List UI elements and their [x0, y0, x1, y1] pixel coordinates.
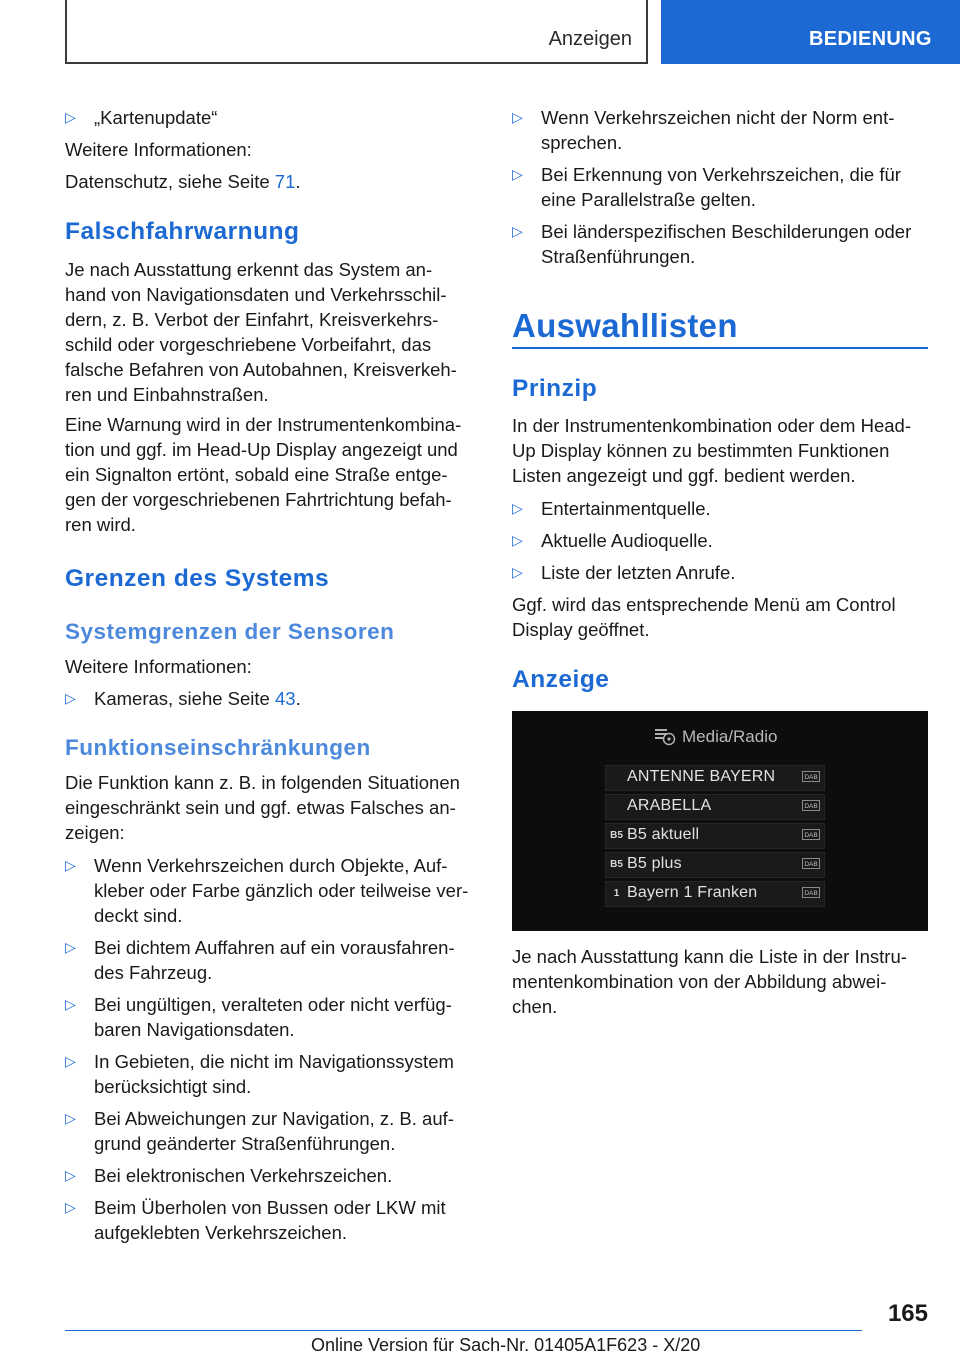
- para-falsch-1: Je nach Ausstattung erkennt das System an- hand von Navigationsdaten und Verkehrsschil- dern, z. B. Verbot der Einfahrt, Kreisverkehrs- schild oder vorgeschriebene Vorbeifahrt, das falsche Befahren von Autobahnen, Kreisverkeh- ren und Einbahnstraßen.: [65, 259, 457, 405]
- para-falsch-2: Eine Warnung wird in der Instrumentenkombina- tion und ggf. im Head-Up Display angezeigt und ein Signalton ertönt, sobald eine Straße entge- gen der vorgeschriebenen Fahrtrichtung befah- ren wird.: [65, 414, 462, 535]
- instrument-cluster-screenshot: [512, 711, 928, 931]
- station-row[interactable]: [605, 765, 825, 791]
- bullet-triangle-icon: ▷: [65, 1053, 76, 1069]
- footer-rule: [65, 1330, 862, 1331]
- bullet-laender: ▷ Bei länderspezifischen Beschilderungen oder Straßenführungen.: [512, 221, 912, 267]
- station-row[interactable]: [605, 794, 825, 820]
- station-logo: [608, 770, 625, 786]
- heading-prinzip: Prinzip: [512, 375, 598, 402]
- bullet-norm: ▷ Wenn Verkehrszeichen nicht der Norm ent- sprechen.: [512, 107, 895, 153]
- bullet-triangle-icon: ▷: [65, 109, 76, 125]
- dab-badge: DAB: [802, 829, 820, 840]
- datenschutz-ref: Datenschutz, siehe Seite 71.: [65, 171, 301, 192]
- bullet-situation-6: ▷ Bei elektronischen Verkehrszeichen.: [65, 1165, 393, 1186]
- heading-grenzen: Grenzen des Systems: [65, 565, 330, 592]
- heading-systemgrenzen: Systemgrenzen der Sensoren: [65, 619, 395, 644]
- bullet-situation-2: ▷ Bei dichtem Auffahren auf ein vorausfahren- des Fahrzeug.: [65, 937, 455, 983]
- bullet-triangle-icon: ▷: [65, 1199, 76, 1215]
- station-name: Bayern 1 Franken: [627, 884, 758, 901]
- header-chapter-tab: [661, 0, 960, 64]
- heading-auswahllisten: Auswahllisten: [512, 307, 738, 344]
- header-section-box: [65, 0, 648, 64]
- station-name: ARABELLA: [627, 797, 712, 814]
- bullet-triangle-icon: ▷: [512, 223, 523, 239]
- header-section-title: Anzeigen: [548, 28, 632, 50]
- header-chapter-title: BEDIENUNG: [809, 28, 932, 50]
- bullet-triangle-icon: ▷: [65, 996, 76, 1012]
- screen-title: Media/Radio: [682, 727, 778, 746]
- dab-badge: DAB: [802, 887, 820, 898]
- heading-rule: [512, 347, 928, 349]
- bullet-situation-3: ▷ Bei ungültigen, veralteten oder nicht verfüg- baren Navigationsdaten.: [65, 994, 452, 1040]
- bullet-triangle-icon: ▷: [512, 109, 523, 125]
- heading-falschfahrwarnung: Falschfahrwarnung: [65, 218, 300, 245]
- heading-funktionseinschraenkungen: Funktionseinschränkungen: [65, 735, 371, 760]
- bullet-situation-7: ▷ Beim Überholen von Bussen oder LKW mit aufgeklebten Verkehrszeichen.: [65, 1197, 446, 1243]
- station-row[interactable]: [605, 881, 825, 907]
- bullet-kartenupdate: ▷ „Kartenupdate“: [65, 107, 218, 128]
- heading-anzeige: Anzeige: [512, 666, 610, 693]
- para-prinzip: In der Instrumentenkombination oder dem Head- Up Display können zu bestimmten Funktionen Listen angezeigt und ggf. bedient werden.: [512, 415, 911, 486]
- datenschutz-page-link[interactable]: 71: [274, 171, 296, 192]
- list-item-anrufe: ▷ Liste der letzten Anrufe.: [512, 562, 736, 583]
- station-row[interactable]: [605, 852, 825, 878]
- bullet-triangle-icon: ▷: [65, 939, 76, 955]
- list-item-audio: ▷ Aktuelle Audioquelle.: [512, 530, 713, 551]
- station-name: B5 plus: [627, 855, 682, 872]
- bullet-kameras: ▷ Kameras, siehe Seite 43.: [65, 688, 301, 709]
- dab-badge: DAB: [802, 858, 820, 869]
- kameras-page-link[interactable]: 43: [274, 688, 296, 709]
- station-name: ANTENNE BAYERN: [627, 768, 776, 785]
- station-logo: B5: [610, 830, 623, 841]
- page-number: 165: [887, 1300, 928, 1327]
- bullet-triangle-icon: ▷: [512, 500, 523, 516]
- dab-badge: DAB: [802, 800, 820, 811]
- weitere-info-1: Weitere Informationen:: [65, 139, 252, 160]
- list-item-entertainment: ▷ Entertainmentquelle.: [512, 498, 711, 519]
- station-name: B5 aktuell: [627, 826, 700, 843]
- station-logo: [608, 799, 625, 815]
- bullet-situation-1: ▷ Wenn Verkehrszeichen durch Objekte, Auf- kleber oder Farbe gänzlich oder teilweise ver- deckt sind.: [65, 855, 469, 926]
- bullet-situation-4: ▷ In Gebieten, die nicht im Navigationssystem berücksichtigt sind.: [65, 1051, 454, 1097]
- bullet-triangle-icon: ▷: [65, 1110, 76, 1126]
- station-logo: B5: [610, 859, 623, 870]
- bullet-triangle-icon: ▷: [65, 1167, 76, 1183]
- bullet-parallel: ▷ Bei Erkennung von Verkehrszeichen, die für eine Parallelstraße gelten.: [512, 164, 901, 210]
- media-radio-icon: [654, 726, 676, 746]
- bullet-situation-5: ▷ Bei Abweichungen zur Navigation, z. B. auf- grund geänderter Straßenführungen.: [65, 1108, 454, 1154]
- para-caption: Je nach Ausstattung kann die Liste in der Instru- mentenkombination von der Abbildung abwei- chen.: [512, 946, 907, 1017]
- weitere-info-2: Weitere Informationen:: [65, 656, 252, 677]
- bullet-triangle-icon: ▷: [65, 857, 76, 873]
- para-funktion: Die Funktion kann z. B. in folgenden Situationen eingeschränkt sein und ggf. etwas Falsches an- zeigen:: [65, 772, 460, 843]
- station-row[interactable]: [605, 823, 825, 849]
- bullet-triangle-icon: ▷: [512, 564, 523, 580]
- para-ggf: Ggf. wird das entsprechende Menü am Control Display geöffnet.: [512, 594, 896, 640]
- station-logo: 1: [613, 888, 620, 899]
- bullet-triangle-icon: ▷: [65, 690, 76, 706]
- footer-version-text: Online Version für Sach-Nr. 01405A1F623 - X/20: [311, 1335, 701, 1355]
- dab-badge: DAB: [802, 771, 820, 782]
- bullet-triangle-icon: ▷: [512, 166, 523, 182]
- bullet-triangle-icon: ▷: [512, 532, 523, 548]
